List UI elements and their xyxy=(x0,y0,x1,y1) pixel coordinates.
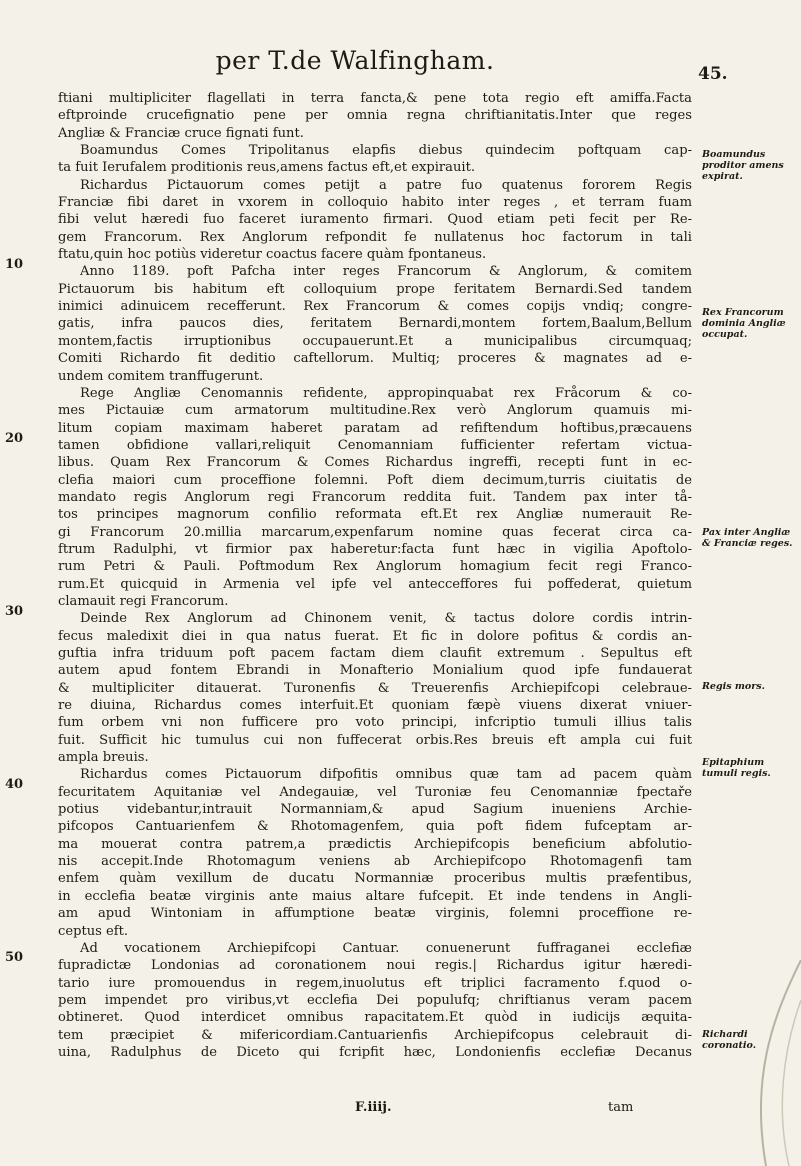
text-line: mes Pictauiæ cum armatorum multitudine.Rex verò Anglorum quamuis mi- xyxy=(58,403,692,419)
text-line: Comiti Richardo fit deditio caftellorum. Multiq; proceres & magnates ad e- xyxy=(58,351,692,367)
text-line: enfem quàm vexillum de ducatu Normanniæ proceribus multis præfentibus, xyxy=(58,871,692,887)
text-line: gatis, infra paucos dies, feritatem Bernardi,montem fortem,Baalum,Bellum xyxy=(58,316,692,332)
text-line: Richardus Pictauorum comes petijt a patre fuo quatenus fororem Regis xyxy=(80,177,692,193)
text-line: Boamundus Comes Tripolitanus elapfis diebus quindecim poftquam cap- xyxy=(80,143,692,159)
text-line: Richardus comes Pictauorum difpofitis omnibus quæ tam ad pacem quàm xyxy=(80,767,692,783)
line-number-50: 50 xyxy=(5,950,24,965)
text-line: ta fuit Ierufalem proditionis reus,amens factus eft,et expirauit. xyxy=(58,160,476,176)
text-line: ftatu,quin hoc potiùs videretur coactus facere quàm fpontaneus. xyxy=(58,247,487,263)
marginal-note-richardi-coronatio: Richardi coronatio. xyxy=(702,1029,756,1051)
text-line: & multipliciter ditauerat. Turonenfis & Treuerenfis Archiepifcopi celebraue- xyxy=(58,680,692,696)
text-line: re diuina, Richardus comes interfuit.Et quoniam fæpè viuens dixerat vniuer- xyxy=(58,698,692,714)
text-line: ceptus eft. xyxy=(58,923,129,939)
text-line: fum orbem vni non fufficere pro voto principi, infcriptio tumuli illius talis xyxy=(58,715,692,731)
page-number: 45. xyxy=(698,64,728,84)
text-line: gem Francorum. Rex Anglorum refpondit fe nullatenus hoc factorum in tali xyxy=(58,229,692,245)
text-line: fecuritatem Aquitaniæ vel Andegauiæ, vel Turoniæ feu Cenomanniæ fpectaře xyxy=(58,784,692,800)
marginal-note-regis-mors: Regis mors. xyxy=(702,681,765,692)
text-line: mandato regis Anglorum regi Francorum reddita fuit. Tandem pax inter tå- xyxy=(58,489,692,505)
text-line: pem impendet pro viribus,vt ecclefia Dei populufq; chriftianus veram pacem xyxy=(58,992,692,1008)
text-line: autem apud fontem Ebrandi in Monafterio Monialium quod ipfe fundauerat xyxy=(58,663,692,679)
signature-mark: F.iiij. xyxy=(355,1100,392,1115)
text-line: nis accepit.Inde Rhotomagum veniens ab Archiepifcopo Rhotomagenfi tam xyxy=(58,854,692,870)
text-line: gi Francorum 20.millia marcarum,expenfarum nomine quas fecerat circa ca- xyxy=(58,524,692,540)
text-line: libus. Quam Rex Francorum & Comes Richardus ingreffi, recepti funt in ec- xyxy=(58,455,692,471)
text-line: Rege Angliæ Cenomannis refidente, appropinquabat rex Fråcorum & co- xyxy=(80,385,692,401)
text-line: ampla breuis. xyxy=(58,750,149,766)
marginal-note-rex-francorum: Rex Francorum dominia Angliæ occupat. xyxy=(702,307,786,340)
text-line: Ad vocationem Archiepifcopi Cantuar. conuenerunt fuffraganei ecclefiæ xyxy=(80,940,692,956)
text-line: pifcopos Cantuarienfem & Rhotomagenfem, quia poft fidem fufceptam ar- xyxy=(58,819,692,835)
text-line: litum copiam maximam haberet paratam ad refiftendum hoftibus,præcauens xyxy=(58,420,692,436)
text-line: Angliæ & Franciæ cruce fignati funt. xyxy=(58,125,304,141)
text-line: clefia maiori cum proceffione folemni. Poft diem decimum,turris ciuitatis de xyxy=(58,472,692,488)
text-line: undem comitem tranffugerunt. xyxy=(58,368,264,384)
text-line: tos principes magnorum confilio reformata eft.Et rex Angliæ numerauit Re- xyxy=(58,507,692,523)
line-number-40: 40 xyxy=(5,777,24,792)
text-line: ma mouerat contra patrem,a prædictis Archiepifcopis beneficium abfolutio- xyxy=(58,836,692,852)
text-line: tamen obfidione vallari,reliquit Cenomanniam fufficienter refertam victua- xyxy=(58,437,692,453)
text-line: potius videbantur,intrauit Normanniam,& apud Sagium inueniens Archie- xyxy=(58,802,692,818)
text-line: in ecclefia beatæ virginis ante maius altare fufcepit. Et inde tendens in Angli- xyxy=(58,888,692,904)
running-head: per T.de Walfingham. xyxy=(215,46,495,75)
text-line: fibi velut hæredi fuo faceret iuramento firmari. Quod etiam peti fecit per Re- xyxy=(58,212,692,228)
text-line: fuit. Sufficit hic tumulus cui non fuffecerat orbis.Res breuis eft ampla cui fuit xyxy=(58,732,692,748)
text-line: obtineret. Quod interdicet omnibus rapacitatem.Et quòd in iudicijs æquita- xyxy=(58,1010,692,1026)
text-line: rum Petri & Pauli. Poftmodum Rex Anglorum homagium fecit regi Franco- xyxy=(58,559,692,575)
text-line: eftproinde crucefignatio pene per omnia regna chriftianitatis.Inter que reges xyxy=(58,108,692,124)
line-number-30: 30 xyxy=(5,604,24,619)
text-line: Pictauorum bis habitum eft colloquium prope feritatem Bernardi.Sed tandem xyxy=(58,281,692,297)
marginal-note-pax: Pax inter Angliæ & Franciæ reges. xyxy=(702,527,793,549)
text-line: am apud Wintoniam in affumptione beatæ virginis, folemni proceffione re- xyxy=(58,906,692,922)
text-line: Deinde Rex Anglorum ad Chinonem venit, & tactus dolore cordis intrin- xyxy=(80,611,692,627)
page-edge-curl xyxy=(731,960,801,1166)
text-line: uina, Radulphus de Diceto qui fcripfit hæc, Londonienfis ecclefiæ Decanus xyxy=(58,1044,692,1060)
text-line: ftrum Radulphi, vt firmior pax haberetur:facta funt hæc in vigilia Apoftolo- xyxy=(58,541,692,557)
text-line: montem,factis irruptionibus occupauerunt.Et a municipalibus circumquaq; xyxy=(58,333,692,349)
marginal-note-epitaphium: Epitaphium tumuli regis. xyxy=(702,757,771,779)
text-line: Anno 1189. poft Pafcha inter reges Francorum & Anglorum, & comitem xyxy=(80,264,692,280)
text-line: fupradictæ Londonias ad coronationem noui regis.| Richardus igitur hæredi- xyxy=(58,958,692,974)
text-line: ftiani multipliciter flagellati in terra fancta,& pene tota regio eft amiffa.Facta xyxy=(58,91,692,106)
text-line: guftia infra triduum poft pacem factam diem claufit extremum . Sepultus eft xyxy=(58,646,692,661)
line-number-10: 10 xyxy=(5,257,24,272)
text-line: inimici adinuicem recefferunt. Rex Francorum & comes copijs vndiq; congre- xyxy=(58,299,692,315)
text-line: Franciæ fibi daret in vxorem in colloquio habito inter reges , et terram fuam xyxy=(58,195,692,211)
text-line: tario iure promouendus in regem,inuolutus eft triplici facramento f.quod o- xyxy=(58,975,692,991)
line-number-20: 20 xyxy=(5,431,24,446)
marginal-note-boamundus: Boamundus proditor amens expirat. xyxy=(702,149,784,182)
text-line: clamauit regi Francorum. xyxy=(58,593,229,609)
catchword: tam xyxy=(608,1100,634,1115)
body-text xyxy=(58,90,692,1061)
text-line: tem præcipiet & mifericordiam.Cantuarienfis Archiepifcopus celebrauit di- xyxy=(58,1027,692,1043)
text-line: fecus maledixit diei in qua natus fuerat. Et fic in dolore pofitus & cordis an- xyxy=(58,628,692,644)
text-line: rum.Et quicquid in Armenia vel ipfe vel antecceffores fui poffederat, quietum xyxy=(58,576,692,592)
